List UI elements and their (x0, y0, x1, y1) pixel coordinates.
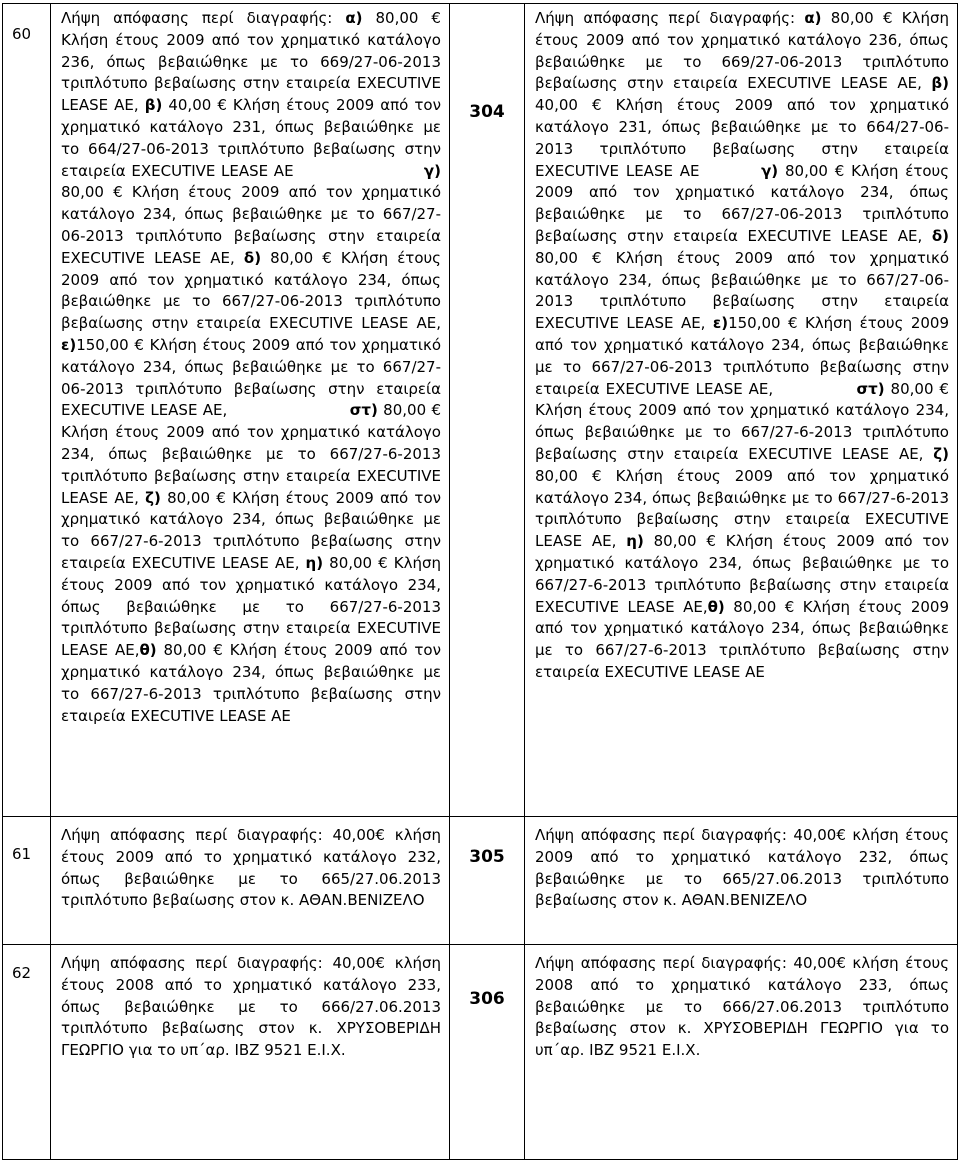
old-item-number: 61 (3, 817, 51, 945)
new-item-text: Λήψη απόφασης περί διαγραφής: α) 80,00 € Κλήση έτους 2009 από τον χρηματικό κατάλογο 236, όπως βεβαιώθηκε με το 669/27-06-2013 τριπλότυπο βεβαίωσης στην εταιρεία EXECUTIVE LEASE ΑΕ, β) 40,00 € Κλήση έτους 2009 από τον χρηματικό κατάλογο 231, όπως βεβαιώθηκε με το 664/27-06-2013 τριπλότυπο βεβαίωσης στην εταιρεία EXECUTIVE LEASE ΑΕ γ) 80,00 € Κλήση έτους 2009 από τον χρηματικό κατάλογο 234, όπως βεβαιώθηκε με το 667/27-06-2013 τριπλότυπο βεβαίωσης στην εταιρεία EXECUTIVE LEASE ΑΕ, δ) 80,00 € Κλήση έτους 2009 από τον χρηματικό κατάλογο 234, όπως βεβαιώθηκε με το 667/27-06-2013 τριπλότυπο βεβαίωσης στην εταιρεία EXECUTIVE LEASE ΑΕ, ε)150,00 € Κλήση έτους 2009 από τον χρηματικό κατάλογο 234, όπως βεβαιώθηκε με το 667/27-06-2013 τριπλότυπο βεβαίωσης στην εταιρεία EXECUTIVE LEASE ΑΕ, στ) 80,00 € Κλήση έτους 2009 από τον χρηματικό κατάλογο 234, όπως βεβαιώθηκε με το 667/27-6-2013 τριπλότυπο βεβαίωσης στην εταιρεία EXECUTIVE LEASE ΑΕ, ζ) 80,00 € Κλήση έτους 2009 από τον χρηματικό κατάλογο 234, όπως βεβαιώθηκε με το 667/27-6-2013 τριπλότυπο βεβαίωσης στην εταιρεία EXECUTIVE LEASE ΑΕ, η) 80,00 € Κλήση έτους 2009 από τον χρηματικό κατάλογο 234, όπως βεβαιώθηκε με το 667/27-6-2013 τριπλότυπο βεβαίωσης στην εταιρεία EXECUTIVE LEASE ΑΕ,θ) 80,00 € Κλήση έτους 2009 από τον χρηματικό κατάλογο 234, όπως βεβαιώθηκε με το 667/27-6-2013 τριπλότυπο βεβαίωσης στην εταιρεία EXECUTIVE LEASE ΑΕ (525, 4, 958, 817)
old-item-number: 60 (3, 4, 51, 817)
new-item-number: 304 (450, 4, 525, 817)
old-item-text: Λήψη απόφασης περί διαγραφής: 40,00€ κλήση έτους 2009 από το χρηματικό κατάλογο 232, όπως βεβαιώθηκε με το 665/27.06.2013 τριπλότυπο βεβαίωσης στον κ. ΑΘΑΝ.ΒΕΝΙΖΕΛΟ (51, 817, 450, 945)
new-item-text: Λήψη απόφασης περί διαγραφής: 40,00€ κλήση έτους 2008 από το χρηματικό κατάλογο 233, όπως βεβαιώθηκε με το 666/27.06.2013 τριπλότυπο βεβαίωσης στον κ. ΧΡΥΣΟΒΕΡΙΔΗ ΓΕΩΡΓΙΟ για το υπ΄αρ. ΙΒΖ 9521 Ε.Ι.Χ. (525, 945, 958, 1160)
table-row (3, 945, 958, 1160)
old-item-text: Λήψη απόφασης περί διαγραφής: 40,00€ κλήση έτους 2008 από το χρηματικό κατάλογο 233, όπως βεβαιώθηκε με το 666/27.06.2013 τριπλότυπο βεβαίωσης στον κ. ΧΡΥΣΟΒΕΡΙΔΗ ΓΕΩΡΓΙΟ για το υπ΄αρ. ΙΒΖ 9521 Ε.Ι.Χ. (51, 945, 450, 1160)
new-item-number: 306 (450, 945, 525, 1160)
old-item-text: Λήψη απόφασης περί διαγραφής: α) 80,00 € Κλήση έτους 2009 από τον χρηματικό κατάλογο 236, όπως βεβαιώθηκε με το 669/27-06-2013 τριπλότυπο βεβαίωσης στην εταιρεία EXECUTIVE LEASE ΑΕ, β) 40,00 € Κλήση έτους 2009 από τον χρηματικό κατάλογο 231, όπως βεβαιώθηκε με το 664/27-06-2013 τριπλότυπο βεβαίωσης στην εταιρεία EXECUTIVE LEASE ΑΕ γ) 80,00 € Κλήση έτους 2009 από τον χρηματικό κατάλογο 234, όπως βεβαιώθηκε με το 667/27-06-2013 τριπλότυπο βεβαίωσης στην εταιρεία EXECUTIVE LEASE ΑΕ, δ) 80,00 € Κλήση έτους 2009 από τον χρηματικό κατάλογο 234, όπως βεβαιώθηκε με το 667/27-06-2013 τριπλότυπο βεβαίωσης στην εταιρεία EXECUTIVE LEASE ΑΕ, ε)150,00 € Κλήση έτους 2009 από τον χρηματικό κατάλογο 234, όπως βεβαιώθηκε με το 667/27-06-2013 τριπλότυπο βεβαίωσης στην εταιρεία EXECUTIVE LEASE ΑΕ, στ) 80,00 € Κλήση έτους 2009 από τον χρηματικό κατάλογο 234, όπως βεβαιώθηκε με το 667/27-6-2013 τριπλότυπο βεβαίωσης στην εταιρεία EXECUTIVE LEASE ΑΕ, ζ) 80,00 € Κλήση έτους 2009 από τον χρηματικό κατάλογο 234, όπως βεβαιώθηκε με το 667/27-6-2013 τριπλότυπο βεβαίωσης στην εταιρεία EXECUTIVE LEASE ΑΕ, η) 80,00 € Κλήση έτους 2009 από τον χρηματικό κατάλογο 234, όπως βεβαιώθηκε με το 667/27-6-2013 τριπλότυπο βεβαίωσης στην εταιρεία EXECUTIVE LEASE ΑΕ,θ) 80,00 € Κλήση έτους 2009 από τον χρηματικό κατάλογο 234, όπως βεβαιώθηκε με το 667/27-6-2013 τριπλότυπο βεβαίωσης στην εταιρεία EXECUTIVE LEASE ΑΕ (51, 4, 450, 817)
agenda-table (2, 3, 958, 1160)
table-row (3, 4, 958, 817)
new-item-text: Λήψη απόφασης περί διαγραφής: 40,00€ κλήση έτους 2009 από το χρηματικό κατάλογο 232, όπως βεβαιώθηκε με το 665/27.06.2013 τριπλότυπο βεβαίωσης στον κ. ΑΘΑΝ.ΒΕΝΙΖΕΛΟ (525, 817, 958, 945)
old-item-number: 62 (3, 945, 51, 1160)
table-row (3, 817, 958, 945)
new-item-number: 305 (450, 817, 525, 945)
